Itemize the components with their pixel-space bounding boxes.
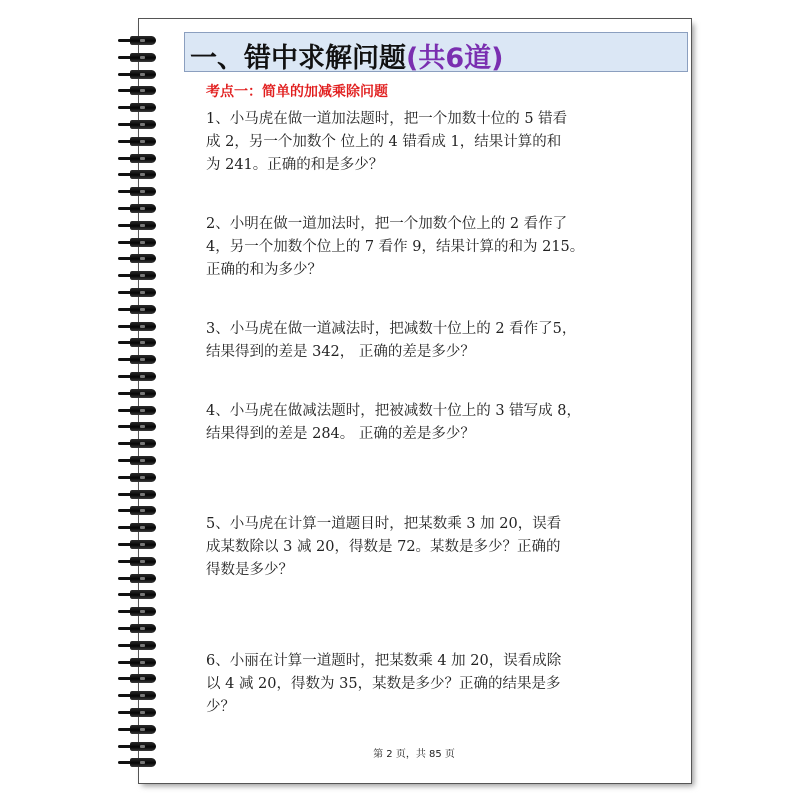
spiral-ring xyxy=(118,355,158,365)
spiral-ring xyxy=(118,238,158,248)
question-line: 正确的和为多少？ xyxy=(206,262,322,278)
page-number: 第 2 页，共 85 页 xyxy=(373,749,455,760)
spiral-ring xyxy=(118,254,158,264)
spiral-ring xyxy=(118,406,158,416)
spiral-ring xyxy=(118,490,158,500)
question-5 xyxy=(206,513,636,582)
spiral-ring xyxy=(118,288,158,298)
question-line: 6、小丽在计算一道题时，把某数乘 4 加 20，误看成除 xyxy=(206,653,562,669)
spiral-ring xyxy=(118,305,158,315)
spiral-ring xyxy=(118,456,158,466)
spiral-ring xyxy=(118,658,158,668)
spiral-ring xyxy=(118,372,158,382)
spiral-ring xyxy=(118,322,158,332)
question-line: 成某数除以 3 减 20，得数是 72。某数是多少？正确的 xyxy=(206,539,561,555)
spiral-ring xyxy=(118,674,158,684)
spiral-ring xyxy=(118,389,158,399)
question-line: 结果得到的差是 284。 正确的差是多少？ xyxy=(206,426,475,442)
spiral-ring xyxy=(118,506,158,516)
section-heading: 考点一：简单的加减乘除问题 xyxy=(206,84,388,100)
spiral-ring xyxy=(118,708,158,718)
spiral-ring xyxy=(118,641,158,651)
title-count: (共6道) xyxy=(406,43,504,74)
question-line: 成 2，另一个加数个 位上的 4 错看成 1，结果计算的和 xyxy=(206,134,562,150)
question-6 xyxy=(206,650,636,719)
spiral-ring xyxy=(118,103,158,113)
question-line: 为 241。正确的和是多少？ xyxy=(206,157,384,173)
spiral-ring xyxy=(118,70,158,80)
question-line: 5、小马虎在计算一道题目时，把某数乘 3 加 20，误看 xyxy=(206,516,562,532)
spiral-ring xyxy=(118,540,158,550)
spiral-ring xyxy=(118,725,158,735)
spiral-ring xyxy=(118,154,158,164)
spiral-ring xyxy=(118,439,158,449)
spiral-ring xyxy=(118,590,158,600)
spiral-ring xyxy=(118,574,158,584)
spiral-ring xyxy=(118,691,158,701)
question-line: 以 4 减 20，得数为 35，某数是多少？正确的结果是多 xyxy=(206,676,561,692)
spiral-ring xyxy=(118,473,158,483)
spiral-ring xyxy=(118,187,158,197)
question-line: 少？ xyxy=(206,699,235,715)
page-title xyxy=(190,36,503,75)
spiral-ring xyxy=(118,338,158,348)
question-line: 4、小马虎在做减法题时，把被减数十位上的 3 错写成 8， xyxy=(206,403,582,419)
question-line: 结果得到的差是 342， 正确的差是多少？ xyxy=(206,344,475,360)
question-line: 得数是多少？ xyxy=(206,562,293,578)
spiral-ring xyxy=(118,557,158,567)
spiral-binding-icon xyxy=(118,36,162,776)
spiral-ring xyxy=(118,271,158,281)
question-line: 2、小明在做一道加法时，把一个加数个位上的 2 看作了 xyxy=(206,216,568,232)
question-1 xyxy=(206,108,636,177)
spiral-ring xyxy=(118,624,158,634)
spiral-ring xyxy=(118,137,158,147)
spiral-ring xyxy=(118,523,158,533)
title-main: 一、错中求解问题 xyxy=(190,43,406,74)
spiral-ring xyxy=(118,607,158,617)
spiral-ring xyxy=(118,53,158,63)
question-4 xyxy=(206,400,636,446)
spiral-ring xyxy=(118,36,158,46)
question-3 xyxy=(206,318,636,364)
spiral-ring xyxy=(118,120,158,130)
spiral-ring xyxy=(118,170,158,180)
question-line: 1、小马虎在做一道加法题时，把一个加数十位的 5 错看 xyxy=(206,111,568,127)
spiral-ring xyxy=(118,422,158,432)
question-line: 4，另一个加数个位上的 7 看作 9，结果计算的和为 215。 xyxy=(206,239,585,255)
spiral-ring xyxy=(118,204,158,214)
question-line: 3、小马虎在做一道减法时，把减数十位上的 2 看作了5， xyxy=(206,321,577,337)
spiral-ring xyxy=(118,86,158,96)
question-2 xyxy=(206,213,636,282)
spiral-ring xyxy=(118,221,158,231)
